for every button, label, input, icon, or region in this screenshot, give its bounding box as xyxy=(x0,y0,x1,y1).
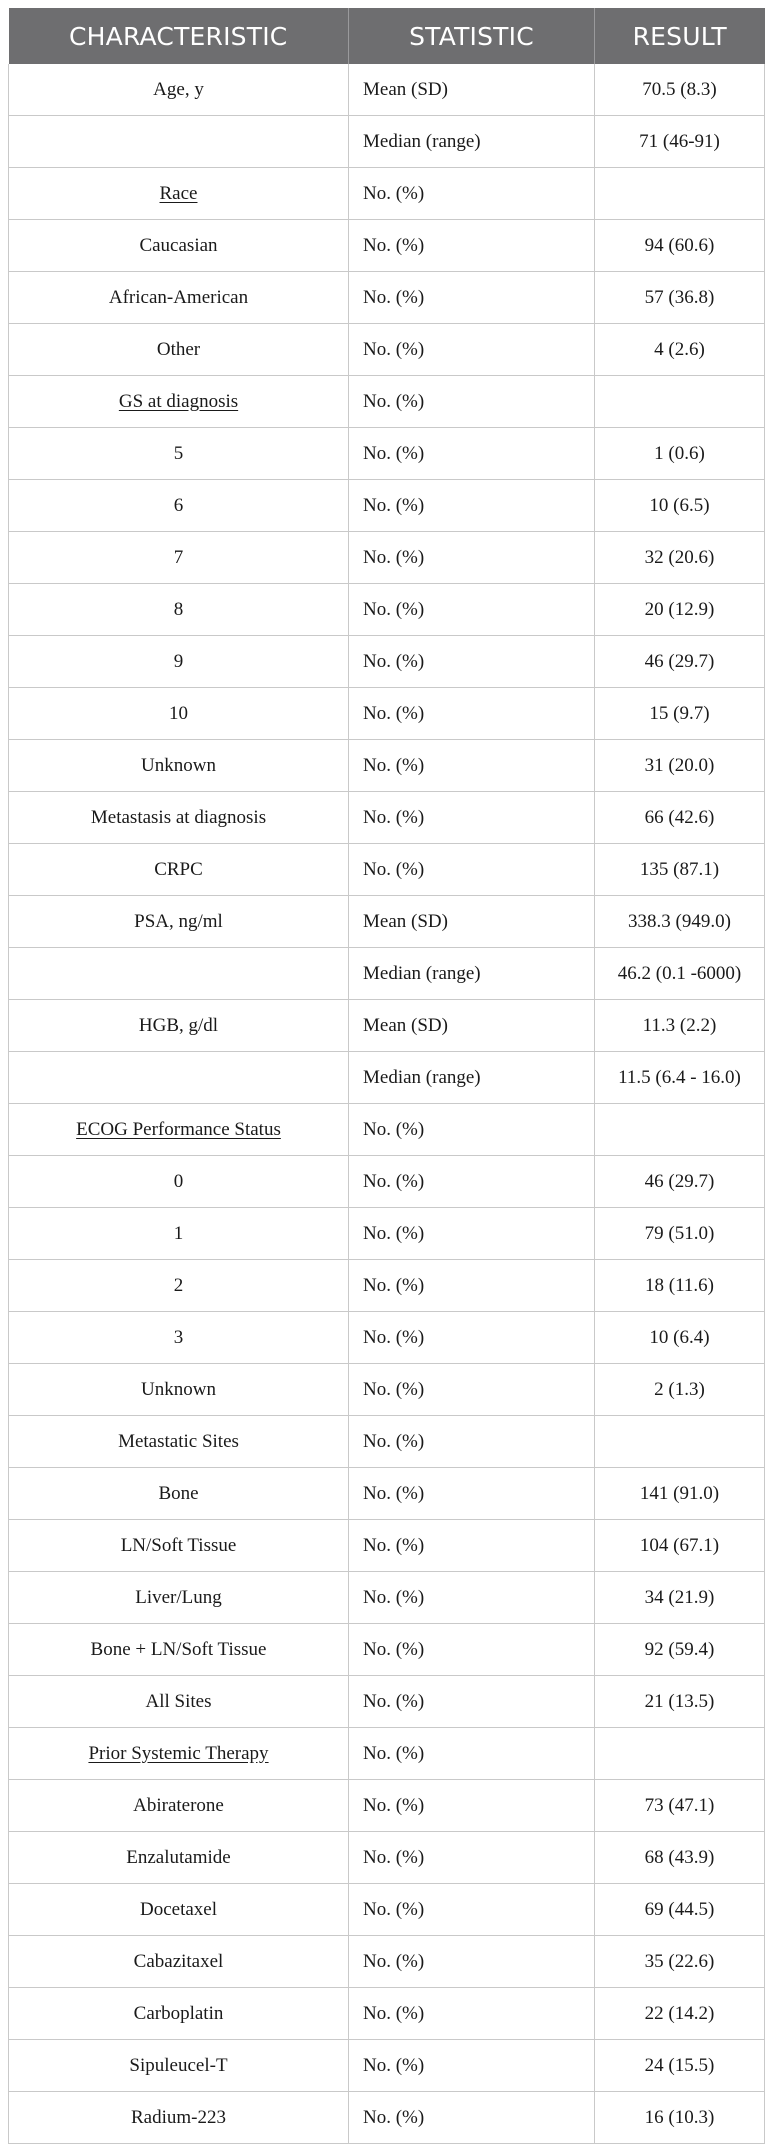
cell-characteristic xyxy=(9,220,349,272)
cell-result: 46 (29.7) xyxy=(595,1156,765,1208)
table-row xyxy=(9,64,765,116)
cell-result: 20 (12.9) xyxy=(595,584,765,636)
cell-result: 46.2 (0.1 -6000) xyxy=(595,948,765,1000)
cell-characteristic xyxy=(9,1728,349,1780)
cell-result: 57 (36.8) xyxy=(595,272,765,324)
cell-characteristic xyxy=(9,2040,349,2092)
table-row xyxy=(9,116,765,168)
table-header xyxy=(9,8,765,64)
characteristic-label: 1 xyxy=(173,1222,184,1244)
cell-result: 21 (13.5) xyxy=(595,1676,765,1728)
table-row xyxy=(9,1624,765,1676)
table-row xyxy=(9,1156,765,1208)
cell-result: 22 (14.2) xyxy=(595,1988,765,2040)
cell-result: 11.3 (2.2) xyxy=(595,1000,765,1052)
cell-characteristic xyxy=(9,792,349,844)
table-row xyxy=(9,324,765,376)
cell-characteristic xyxy=(9,1572,349,1624)
cell-statistic: No. (%) xyxy=(349,532,595,584)
characteristic-label: Other xyxy=(156,338,201,360)
cell-result: 32 (20.6) xyxy=(595,532,765,584)
table-row xyxy=(9,1416,765,1468)
cell-statistic: Median (range) xyxy=(349,948,595,1000)
cell-characteristic xyxy=(9,1312,349,1364)
characteristic-label: Metastasis at diagnosis xyxy=(90,806,267,828)
cell-characteristic xyxy=(9,896,349,948)
cell-characteristic xyxy=(9,480,349,532)
table-row xyxy=(9,584,765,636)
cell-result: 71 (46-91) xyxy=(595,116,765,168)
cell-result: 16 (10.3) xyxy=(595,2092,765,2144)
header-statistic: STATISTIC xyxy=(349,8,595,64)
cell-characteristic xyxy=(9,1364,349,1416)
cell-statistic: No. (%) xyxy=(349,1780,595,1832)
characteristic-label: HGB, g/dl xyxy=(138,1014,219,1036)
cell-characteristic xyxy=(9,1260,349,1312)
characteristic-label: Unknown xyxy=(141,754,216,776)
cell-result: 15 (9.7) xyxy=(595,688,765,740)
characteristic-label: GS at diagnosis xyxy=(118,390,239,412)
cell-statistic: No. (%) xyxy=(349,636,595,688)
cell-characteristic xyxy=(9,740,349,792)
cell-characteristic xyxy=(9,1884,349,1936)
cell-statistic: No. (%) xyxy=(349,220,595,272)
cell-characteristic xyxy=(9,1104,349,1156)
header-row xyxy=(9,8,765,64)
cell-statistic: No. (%) xyxy=(349,1312,595,1364)
table-row xyxy=(9,1104,765,1156)
table-row xyxy=(9,688,765,740)
characteristic-label: CRPC xyxy=(154,858,203,880)
cell-statistic: No. (%) xyxy=(349,1156,595,1208)
table-row xyxy=(9,1260,765,1312)
cell-result: 141 (91.0) xyxy=(595,1468,765,1520)
cell-result: 135 (87.1) xyxy=(595,844,765,896)
characteristic-label: 9 xyxy=(173,650,184,672)
cell-statistic: No. (%) xyxy=(349,792,595,844)
characteristic-label: Cabazitaxel xyxy=(133,1950,224,1972)
characteristic-label: 8 xyxy=(173,598,184,620)
cell-statistic: No. (%) xyxy=(349,428,595,480)
cell-statistic: No. (%) xyxy=(349,1520,595,1572)
cell-statistic: No. (%) xyxy=(349,2040,595,2092)
cell-characteristic xyxy=(9,428,349,480)
cell-statistic: No. (%) xyxy=(349,1468,595,1520)
table-row xyxy=(9,1312,765,1364)
cell-result: 4 (2.6) xyxy=(595,324,765,376)
characteristic-label: Unknown xyxy=(141,1378,216,1400)
cell-statistic: No. (%) xyxy=(349,2092,595,2144)
cell-statistic: No. (%) xyxy=(349,1416,595,1468)
cell-characteristic xyxy=(9,2092,349,2144)
characteristic-label: Caucasian xyxy=(139,234,218,256)
header-result: RESULT xyxy=(595,8,765,64)
table-row xyxy=(9,220,765,272)
cell-statistic: No. (%) xyxy=(349,1260,595,1312)
cell-statistic: No. (%) xyxy=(349,1208,595,1260)
cell-statistic: No. (%) xyxy=(349,1572,595,1624)
cell-result: 94 (60.6) xyxy=(595,220,765,272)
table-row xyxy=(9,636,765,688)
cell-characteristic xyxy=(9,1520,349,1572)
table-row xyxy=(9,1364,765,1416)
cell-characteristic xyxy=(9,116,349,168)
cell-characteristic xyxy=(9,1156,349,1208)
cell-statistic: Mean (SD) xyxy=(349,896,595,948)
characteristic-label: ECOG Performance Status xyxy=(76,1118,281,1140)
characteristic-label: PSA, ng/ml xyxy=(134,910,223,932)
cell-statistic: No. (%) xyxy=(349,844,595,896)
cell-result: 73 (47.1) xyxy=(595,1780,765,1832)
cell-result xyxy=(595,168,765,220)
characteristic-label: Liver/Lung xyxy=(135,1586,222,1608)
cell-statistic: No. (%) xyxy=(349,1884,595,1936)
cell-statistic: Mean (SD) xyxy=(349,64,595,116)
cell-result: 10 (6.4) xyxy=(595,1312,765,1364)
cell-result: 18 (11.6) xyxy=(595,1260,765,1312)
cell-result: 79 (51.0) xyxy=(595,1208,765,1260)
characteristic-label: Abiraterone xyxy=(133,1794,224,1816)
cell-result: 46 (29.7) xyxy=(595,636,765,688)
characteristic-label: Sipuleucel-T xyxy=(129,2054,228,2076)
characteristics-table-container xyxy=(8,8,764,2144)
cell-statistic: No. (%) xyxy=(349,740,595,792)
cell-characteristic xyxy=(9,324,349,376)
characteristic-label: Metastatic Sites xyxy=(118,1430,239,1452)
cell-statistic: No. (%) xyxy=(349,584,595,636)
cell-result: 104 (67.1) xyxy=(595,1520,765,1572)
characteristic-label: Radium-223 xyxy=(131,2106,226,2128)
characteristic-label: Bone + LN/Soft Tissue xyxy=(90,1638,267,1660)
cell-statistic: Median (range) xyxy=(349,116,595,168)
cell-characteristic xyxy=(9,636,349,688)
cell-statistic: No. (%) xyxy=(349,1832,595,1884)
cell-result: 11.5 (6.4 - 16.0) xyxy=(595,1052,765,1104)
characteristic-label: 6 xyxy=(173,494,184,516)
cell-characteristic xyxy=(9,1000,349,1052)
table-row xyxy=(9,792,765,844)
cell-statistic: No. (%) xyxy=(349,480,595,532)
table-row xyxy=(9,1572,765,1624)
cell-characteristic xyxy=(9,532,349,584)
header-characteristic: CHARACTERISTIC xyxy=(9,8,349,64)
cell-characteristic xyxy=(9,168,349,220)
table-row xyxy=(9,740,765,792)
cell-statistic: No. (%) xyxy=(349,376,595,428)
cell-result xyxy=(595,376,765,428)
table-row xyxy=(9,1208,765,1260)
cell-statistic: No. (%) xyxy=(349,1936,595,1988)
cell-result: 24 (15.5) xyxy=(595,2040,765,2092)
cell-result xyxy=(595,1104,765,1156)
table-row xyxy=(9,376,765,428)
cell-characteristic xyxy=(9,1052,349,1104)
cell-characteristic xyxy=(9,688,349,740)
characteristic-label: African-American xyxy=(108,286,249,308)
table-row xyxy=(9,1000,765,1052)
characteristic-label: Prior Systemic Therapy xyxy=(88,1742,269,1764)
cell-result: 2 (1.3) xyxy=(595,1364,765,1416)
cell-statistic: No. (%) xyxy=(349,168,595,220)
cell-result: 68 (43.9) xyxy=(595,1832,765,1884)
characteristics-table xyxy=(8,8,765,2144)
table-body xyxy=(9,64,765,2144)
characteristic-label: 3 xyxy=(173,1326,184,1348)
table-row xyxy=(9,2040,765,2092)
cell-characteristic xyxy=(9,1468,349,1520)
table-row xyxy=(9,1468,765,1520)
cell-result xyxy=(595,1416,765,1468)
characteristic-label: Carboplatin xyxy=(133,2002,224,2024)
table-row xyxy=(9,1676,765,1728)
cell-characteristic xyxy=(9,1676,349,1728)
table-row xyxy=(9,168,765,220)
table-row xyxy=(9,896,765,948)
cell-characteristic xyxy=(9,1780,349,1832)
table-row xyxy=(9,844,765,896)
cell-characteristic xyxy=(9,376,349,428)
characteristic-label: Docetaxel xyxy=(139,1898,217,1920)
cell-statistic: No. (%) xyxy=(349,1104,595,1156)
cell-characteristic xyxy=(9,1208,349,1260)
table-row xyxy=(9,1052,765,1104)
cell-result: 1 (0.6) xyxy=(595,428,765,480)
cell-characteristic xyxy=(9,1624,349,1676)
characteristic-label: 5 xyxy=(173,442,184,464)
cell-characteristic xyxy=(9,948,349,1000)
table-row xyxy=(9,1780,765,1832)
cell-statistic: Median (range) xyxy=(349,1052,595,1104)
characteristic-label: 2 xyxy=(173,1274,184,1296)
cell-result: 338.3 (949.0) xyxy=(595,896,765,948)
cell-statistic: No. (%) xyxy=(349,1676,595,1728)
cell-result: 34 (21.9) xyxy=(595,1572,765,1624)
cell-statistic: No. (%) xyxy=(349,1728,595,1780)
cell-characteristic xyxy=(9,1936,349,1988)
table-row xyxy=(9,1988,765,2040)
table-row xyxy=(9,428,765,480)
cell-statistic: No. (%) xyxy=(349,1624,595,1676)
table-row xyxy=(9,480,765,532)
cell-statistic: No. (%) xyxy=(349,324,595,376)
cell-statistic: No. (%) xyxy=(349,1364,595,1416)
characteristic-label: 7 xyxy=(173,546,184,568)
characteristic-label: Age, y xyxy=(153,78,204,100)
table-row xyxy=(9,1884,765,1936)
cell-result: 69 (44.5) xyxy=(595,1884,765,1936)
table-row xyxy=(9,1832,765,1884)
cell-result: 70.5 (8.3) xyxy=(595,64,765,116)
cell-result xyxy=(595,1728,765,1780)
cell-characteristic xyxy=(9,1988,349,2040)
characteristic-label: LN/Soft Tissue xyxy=(120,1534,237,1556)
table-row xyxy=(9,2092,765,2144)
cell-statistic: Mean (SD) xyxy=(349,1000,595,1052)
cell-result: 31 (20.0) xyxy=(595,740,765,792)
characteristic-label: All Sites xyxy=(145,1690,212,1712)
table-row xyxy=(9,1936,765,1988)
cell-characteristic xyxy=(9,1416,349,1468)
cell-statistic: No. (%) xyxy=(349,688,595,740)
cell-result: 35 (22.6) xyxy=(595,1936,765,1988)
characteristic-label: 10 xyxy=(169,702,188,724)
cell-statistic: No. (%) xyxy=(349,272,595,324)
characteristic-label: 0 xyxy=(173,1170,184,1192)
characteristic-label: Race xyxy=(159,182,198,204)
cell-result: 66 (42.6) xyxy=(595,792,765,844)
cell-characteristic xyxy=(9,1832,349,1884)
table-row xyxy=(9,272,765,324)
characteristic-label: Enzalutamide xyxy=(126,1846,231,1868)
cell-result: 10 (6.5) xyxy=(595,480,765,532)
characteristic-label: Bone xyxy=(158,1482,199,1504)
table-row xyxy=(9,1520,765,1572)
cell-characteristic xyxy=(9,272,349,324)
cell-statistic: No. (%) xyxy=(349,1988,595,2040)
table-row xyxy=(9,1728,765,1780)
cell-characteristic xyxy=(9,844,349,896)
table-row xyxy=(9,948,765,1000)
cell-result: 92 (59.4) xyxy=(595,1624,765,1676)
table-row xyxy=(9,532,765,584)
cell-characteristic xyxy=(9,584,349,636)
cell-characteristic xyxy=(9,64,349,116)
